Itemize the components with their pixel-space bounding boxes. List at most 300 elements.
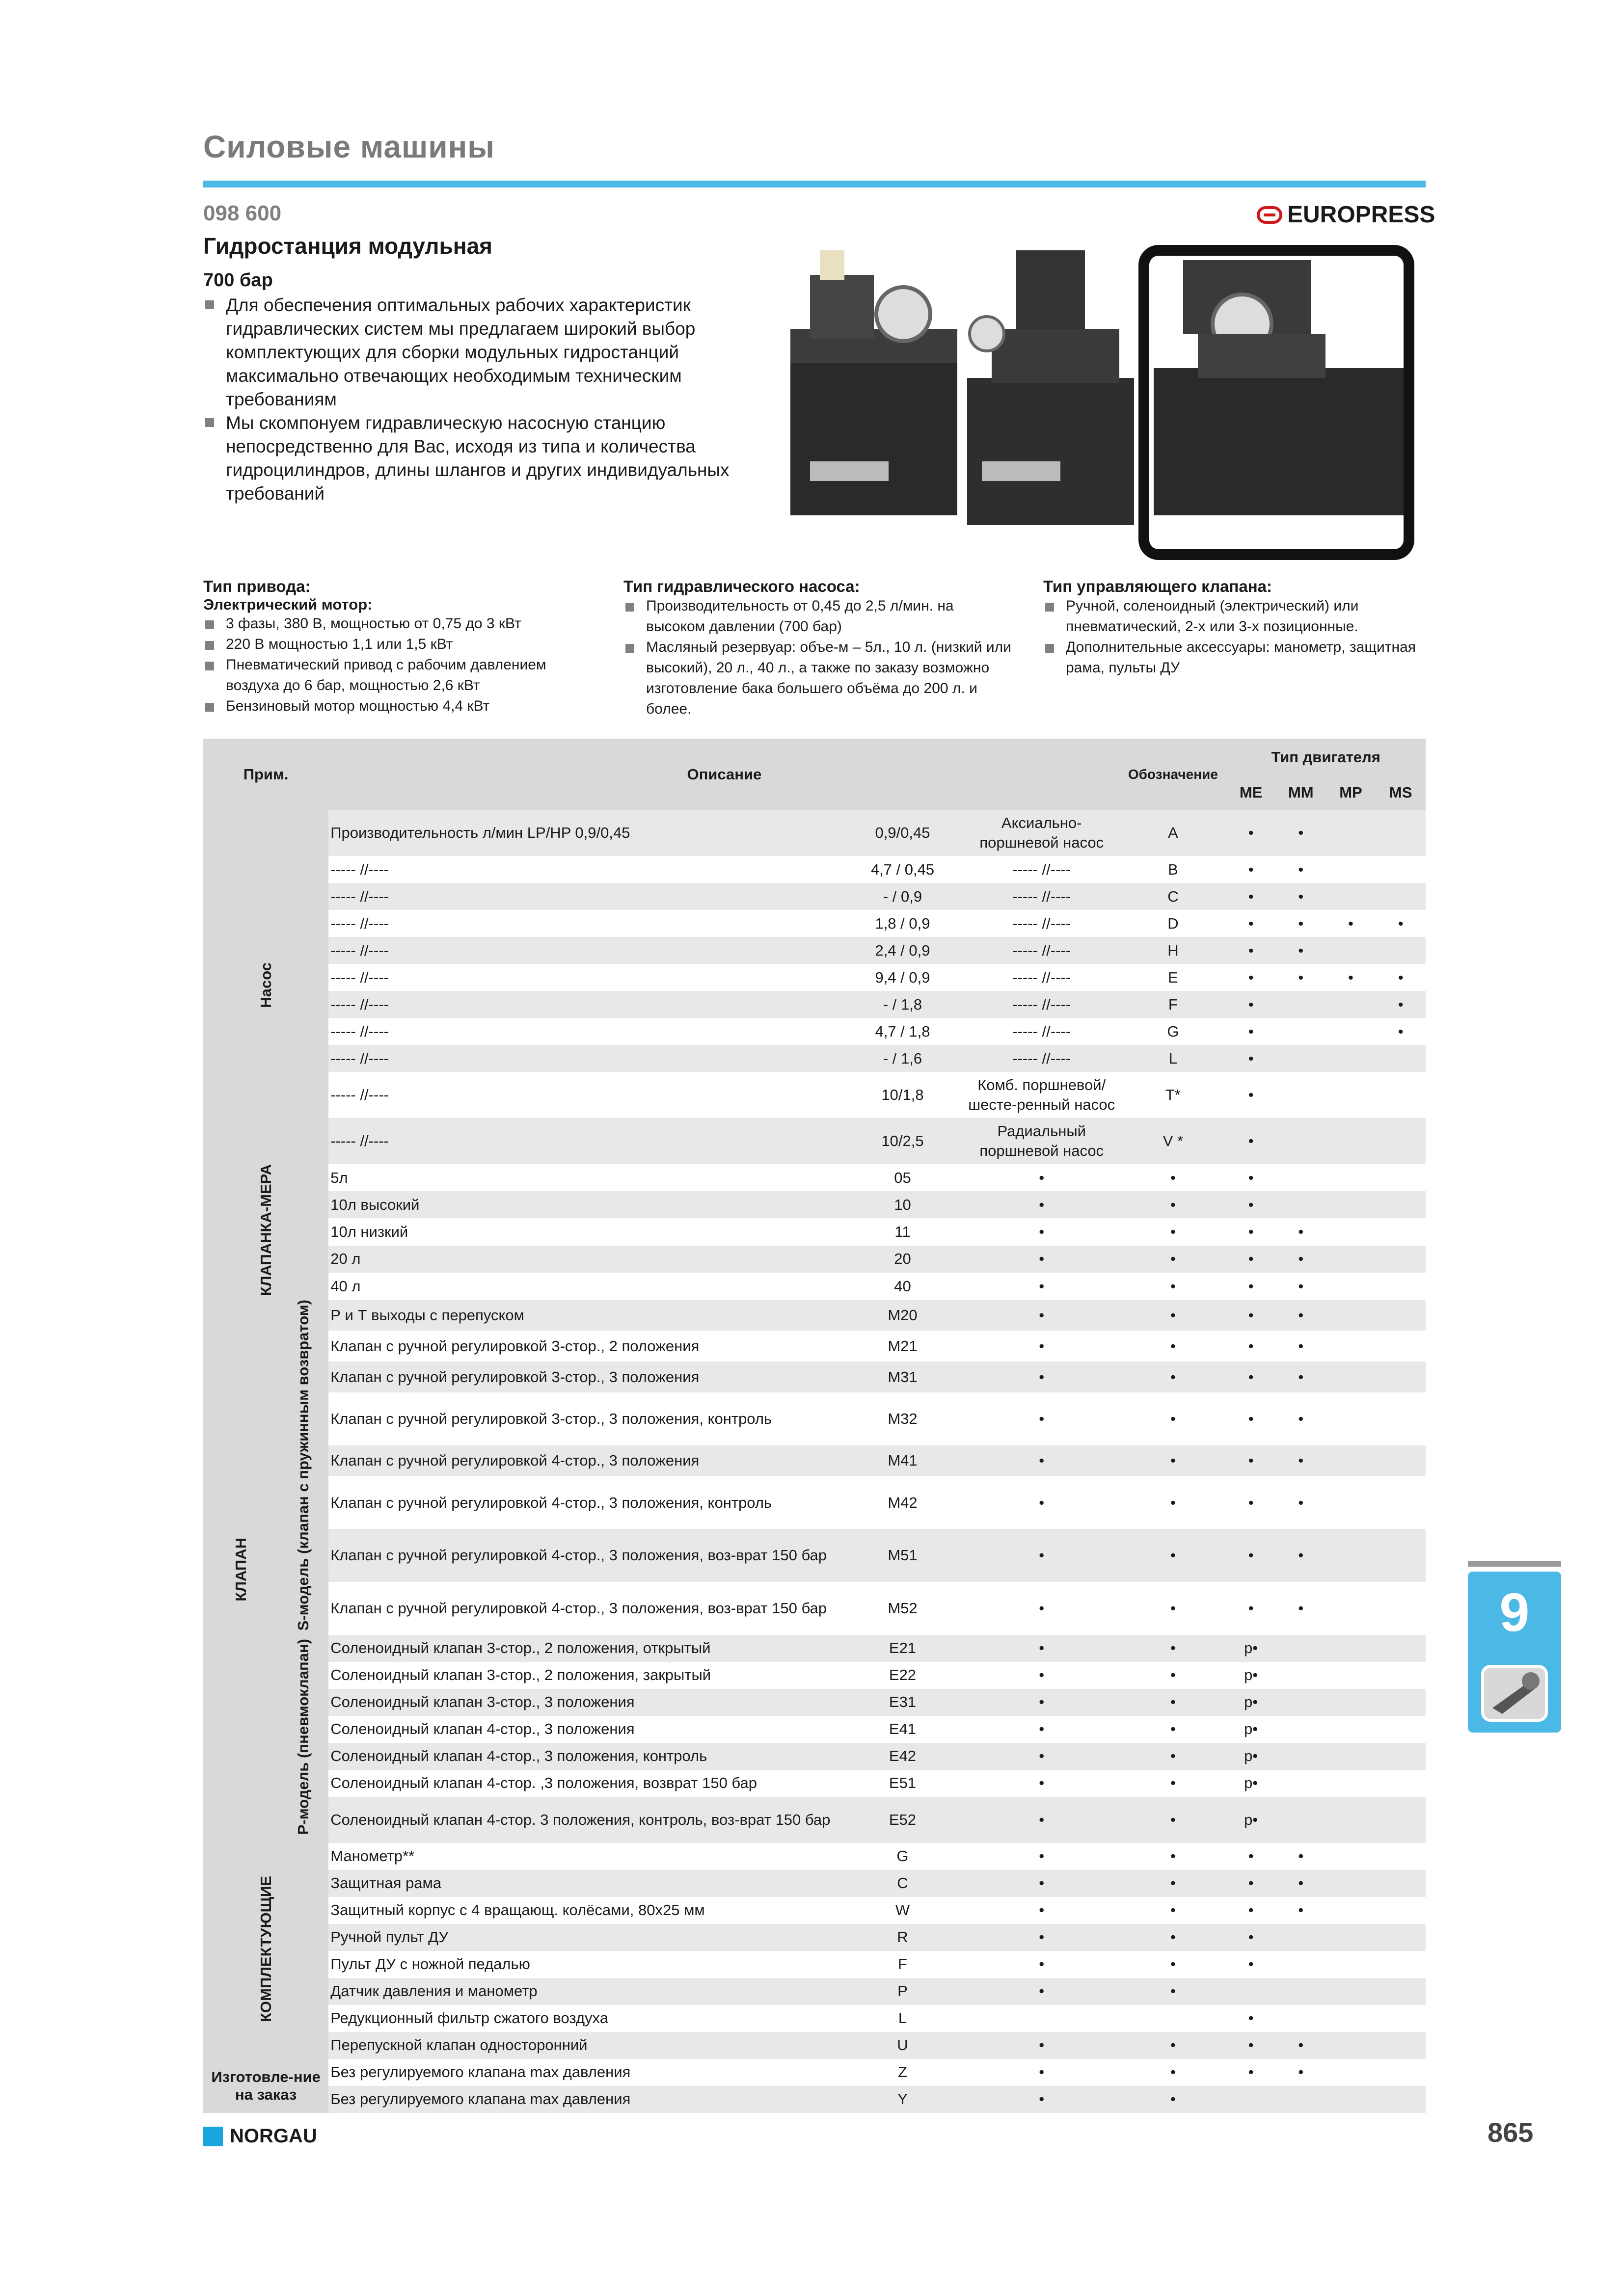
row-ms — [1376, 2032, 1426, 2059]
row-value: E42 — [842, 1743, 963, 1770]
row-mp — [1326, 1897, 1376, 1924]
row-value: M51 — [842, 1529, 963, 1582]
table-row — [203, 1870, 1426, 1897]
table-row — [203, 1045, 1426, 1072]
row-pump-type: • — [963, 1978, 1120, 2005]
row-me: • — [1248, 2063, 1254, 2081]
table-row — [203, 910, 1426, 937]
row-mm: • — [1276, 937, 1326, 964]
row-mp: • — [1348, 968, 1353, 986]
row-mm: • — [1298, 1410, 1304, 1427]
row-mm — [1276, 1978, 1326, 2005]
row-value: - / 0,9 — [842, 883, 963, 910]
row-me: p• — [1244, 1666, 1258, 1684]
row-mp — [1326, 1118, 1376, 1164]
row-value: M20 — [842, 1300, 963, 1331]
row-mp — [1326, 1978, 1376, 2005]
row-me: • — [1248, 1169, 1254, 1186]
row-mp — [1326, 1331, 1376, 1362]
row-value: 20 — [842, 1246, 963, 1273]
table-row — [203, 810, 1426, 856]
row-value: Z — [898, 2063, 907, 2081]
row-me: • — [1226, 1924, 1276, 1951]
row-mm — [1276, 1118, 1326, 1164]
row-description: Соленоидный клапан 4-стор., 3 положения — [330, 1720, 635, 1738]
row-description: Клапан с ручной регулировкой 4-стор., 3 положения — [328, 1445, 842, 1476]
row-ms — [1376, 1045, 1426, 1072]
row-mm — [1276, 1191, 1326, 1218]
intro-item: Для обеспечения оптимальных рабочих характеристик гидравлических систем мы предлагаем широкий выбор комплектующих для сборки модульных гидростанций максимально отвечающих необходимым техническим требованиям — [203, 294, 768, 411]
row-ms — [1376, 1843, 1426, 1870]
row-pump-type: • — [1039, 1599, 1045, 1617]
row-ms — [1376, 1582, 1426, 1635]
row-value: L — [898, 2009, 907, 2027]
row-designation: • — [1170, 1410, 1176, 1427]
row-ms — [1376, 1797, 1426, 1843]
footer-brand — [203, 2125, 317, 2147]
row-pump-type: • — [1039, 1410, 1045, 1427]
row-pump-type: • — [1039, 1337, 1045, 1355]
row-mm: • — [1298, 1277, 1304, 1295]
row-me: • — [1248, 1901, 1254, 1919]
row-description: Клапан с ручной регулировкой 3-стор., 3 положения — [328, 1362, 842, 1392]
row-ms: • — [1398, 1022, 1404, 1040]
row-ms — [1376, 1870, 1426, 1897]
row-ms — [1376, 1978, 1426, 2005]
row-pump-type: • — [963, 1924, 1120, 1951]
row-value: 10/2,5 — [842, 1118, 963, 1164]
row-me: • — [1226, 1362, 1276, 1392]
row-designation: • — [1120, 1246, 1226, 1273]
row-ms — [1376, 1743, 1426, 1770]
row-pump-type: • — [963, 1445, 1120, 1476]
row-ms: • — [1376, 991, 1426, 1018]
row-mp — [1326, 1870, 1376, 1897]
row-mp — [1326, 1476, 1376, 1529]
table-row — [203, 1662, 1426, 1689]
row-me: • — [1226, 810, 1276, 856]
table-row — [203, 1331, 1426, 1362]
drive-type-subtitle: Электрический мотор: — [203, 596, 373, 613]
drive-type-title: Тип привода: — [203, 577, 311, 595]
row-mm: • — [1276, 1362, 1326, 1392]
table-row — [203, 1300, 1426, 1331]
row-pump-type: • — [963, 1743, 1120, 1770]
row-designation: • — [1120, 1445, 1226, 1476]
row-value: E21 — [842, 1635, 963, 1662]
row-mm: • — [1276, 1300, 1326, 1331]
row-mm — [1276, 1662, 1326, 1689]
row-me: • — [1248, 968, 1254, 986]
row-mp — [1326, 1191, 1376, 1218]
row-pump-type: • — [963, 1635, 1120, 1662]
row-value: 2,4 / 0,9 — [842, 937, 963, 964]
row-description: ----- //---- — [328, 937, 842, 964]
row-designation: H — [1120, 937, 1226, 964]
row-me: • — [1248, 1847, 1254, 1865]
row-mm: • — [1276, 810, 1326, 856]
row-me: • — [1248, 1086, 1254, 1103]
row-description: 20 л — [328, 1246, 842, 1273]
row-value: 4,7 / 0,45 — [870, 860, 935, 878]
row-value: M31 — [842, 1362, 963, 1392]
row-mm — [1276, 1072, 1326, 1118]
intro-item: Мы скомпонуем гидравлическую насосную станцию непосредственно для Вас, исходя из типа и количества гидроцилиндров, длины шлангов и других индивидуальных требований — [203, 411, 768, 506]
row-designation: G — [1167, 1022, 1179, 1040]
section-title: Силовые машины — [203, 129, 495, 164]
row-mp — [1326, 1018, 1376, 1045]
row-description: Без регулируемого клапана max давления — [328, 2086, 842, 2113]
row-pump-type: ----- //---- — [963, 1045, 1120, 1072]
row-ms — [1376, 1689, 1426, 1716]
row-description: Р и Т выходы с перепуском — [328, 1300, 842, 1331]
product-photo — [781, 231, 1429, 574]
row-pump-type: ----- //---- — [963, 937, 1120, 964]
col-designation: Обозначение — [1120, 739, 1226, 810]
row-value: E41 — [889, 1720, 917, 1738]
row-value: M41 — [842, 1445, 963, 1476]
table-row — [203, 883, 1426, 910]
row-mm — [1276, 1689, 1326, 1716]
row-ms — [1376, 1445, 1426, 1476]
row-mm: • — [1298, 1847, 1304, 1865]
row-description: 10л высокий — [328, 1191, 842, 1218]
row-mm: • — [1276, 1870, 1326, 1897]
drive-type-item: Пневматический привод с рабочим давлением воздуха до 6 бар, мощностью 2,6 кВт — [203, 655, 596, 696]
pump-unit-left — [790, 250, 957, 515]
pump-type-item: Масляный резервуар: объе-м – 5л., 10 л. (низкий или высокий), 20 л., 40 л., а также по заказу возможно изготовление бака большего объёма до 200 л. и более. — [623, 637, 1016, 720]
row-ms — [1376, 1300, 1426, 1331]
row-ms: • — [1398, 968, 1404, 986]
col-engine-type: Тип двигателя — [1226, 739, 1426, 775]
row-mm: • — [1276, 1529, 1326, 1582]
row-me: • — [1226, 1118, 1276, 1164]
row-value: F — [898, 1955, 907, 1973]
row-pump-type: • — [963, 1870, 1120, 1897]
row-me: • — [1248, 1337, 1254, 1355]
table-row — [203, 2005, 1426, 2032]
row-mp — [1326, 856, 1376, 883]
row-description: 10л низкий — [330, 1223, 408, 1241]
row-pump-type: ----- //---- — [1012, 968, 1071, 986]
row-description: Защитная рама — [328, 1870, 842, 1897]
row-mm — [1276, 1164, 1326, 1191]
europress-logo-icon — [1257, 206, 1282, 224]
row-ms — [1376, 856, 1426, 883]
row-mm: • — [1298, 1901, 1304, 1919]
row-designation: T* — [1165, 1086, 1181, 1103]
table-row — [203, 2086, 1426, 2113]
row-me — [1226, 1978, 1276, 2005]
row-designation: D — [1167, 914, 1179, 932]
row-value: 10 — [842, 1191, 963, 1218]
row-description: Клапан с ручной регулировкой 3-стор., 2 положения — [330, 1337, 700, 1355]
row-description: Перепускной клапан односторонний — [328, 2032, 842, 2059]
table-row — [203, 1716, 1426, 1743]
row-value: 4,7 / 1,8 — [875, 1022, 930, 1040]
row-pump-type: Комб. поршневой/ шесте-ренный насос — [968, 1076, 1115, 1113]
row-designation: • — [1170, 1774, 1176, 1792]
row-value: P — [842, 1978, 963, 2005]
row-value: 9,4 / 0,9 — [875, 968, 930, 986]
row-designation: • — [1120, 2086, 1226, 2113]
table-row — [203, 2032, 1426, 2059]
pump-type-item: Производительность от 0,45 до 2,5 л/мин. на высоком давлении (700 бар) — [623, 596, 1016, 637]
row-pump-type: • — [963, 1689, 1120, 1716]
group-pump-label: Насос — [257, 962, 274, 1008]
row-value: R — [842, 1924, 963, 1951]
row-value: E22 — [889, 1666, 917, 1684]
row-ms — [1376, 1118, 1426, 1164]
row-designation: • — [1170, 1599, 1176, 1617]
row-mm — [1276, 1018, 1326, 1045]
group-s-model-label: S-модель (клапан с пружинным возвратом) — [295, 1300, 312, 1631]
table-row — [203, 964, 1426, 991]
row-mm: • — [1298, 1337, 1304, 1355]
row-value: - / 1,6 — [842, 1045, 963, 1072]
row-designation: • — [1120, 1924, 1226, 1951]
row-designation: • — [1120, 1362, 1226, 1392]
row-pump-type: • — [963, 2086, 1120, 2113]
row-description: Пульт ДУ с ножной педалью — [330, 1955, 530, 1973]
row-designation: • — [1120, 1300, 1226, 1331]
row-mm — [1276, 2005, 1326, 2032]
row-mm: • — [1298, 1599, 1304, 1617]
group-accessories — [203, 1843, 328, 2059]
row-designation: F — [1120, 991, 1226, 1018]
row-description: Соленоидный клапан 4-стор., 3 положения, контроль — [328, 1743, 842, 1770]
row-mm — [1276, 1924, 1326, 1951]
row-description: Ручной пульт ДУ — [328, 1924, 842, 1951]
row-value: U — [842, 2032, 963, 2059]
row-mm: • — [1298, 1223, 1304, 1241]
row-me: • — [1226, 1870, 1276, 1897]
row-description: Манометр** — [330, 1847, 415, 1865]
row-me: p• — [1244, 1720, 1258, 1738]
row-ms — [1376, 810, 1426, 856]
drive-type-item: 3 фазы, 380 В, мощностью от 0,75 до 3 кВт — [203, 614, 596, 634]
row-description: 5л — [330, 1169, 348, 1186]
row-pump-type: • — [1039, 1666, 1045, 1684]
row-me: • — [1226, 937, 1276, 964]
pump-type-list — [623, 596, 1016, 720]
row-me: • — [1248, 1223, 1254, 1241]
row-pump-type: • — [963, 1300, 1120, 1331]
row-ms — [1376, 1072, 1426, 1118]
row-ms — [1376, 1635, 1426, 1662]
group-tank — [203, 1164, 328, 1300]
row-designation: • — [1120, 1870, 1226, 1897]
row-mm — [1276, 1716, 1326, 1743]
group-accessories-label: КОМПЛЕКТУЮЩИЕ — [257, 1875, 274, 2022]
row-value: E52 — [842, 1797, 963, 1843]
col-mp: MP — [1326, 775, 1376, 810]
table-row — [203, 1529, 1426, 1582]
row-ms — [1376, 1164, 1426, 1191]
row-description: Датчик давления и манометр — [328, 1978, 842, 2005]
row-description: Соленоидный клапан 3-стор., 2 положения, открытый — [328, 1635, 842, 1662]
brand-logo — [1257, 201, 1435, 228]
row-ms — [1376, 1476, 1426, 1529]
row-designation: C — [1120, 883, 1226, 910]
row-pump-type: • — [1039, 2063, 1045, 2081]
row-ms — [1376, 883, 1426, 910]
row-pump-type: • — [963, 1362, 1120, 1392]
footer-brand-name: NORGAU — [230, 2125, 317, 2147]
row-ms — [1376, 1924, 1426, 1951]
row-ms — [1376, 2086, 1426, 2113]
row-pump-type: ----- //---- — [963, 991, 1120, 1018]
row-ms — [1376, 1331, 1426, 1362]
row-mp — [1326, 883, 1376, 910]
row-pump-type: • — [1039, 1169, 1045, 1186]
row-mm: • — [1298, 1494, 1304, 1511]
row-me: • — [1226, 1300, 1276, 1331]
pump-unit-middle — [967, 250, 1134, 525]
row-description: ----- //---- — [328, 1045, 842, 1072]
group-s-model — [279, 1300, 329, 1634]
table-row — [203, 1164, 1426, 1191]
product-title: Гидростанция модульная — [203, 233, 493, 259]
table-row — [203, 1191, 1426, 1218]
row-ms — [1376, 1246, 1426, 1273]
row-mp — [1326, 2005, 1376, 2032]
row-value: 40 — [894, 1277, 911, 1295]
row-description: Производительность л/мин LP/HP 0,9/0,45 — [328, 810, 842, 856]
row-description: ----- //---- — [330, 860, 389, 878]
spec-table — [203, 739, 1426, 2113]
row-mm — [1276, 1045, 1326, 1072]
row-mp — [1326, 1273, 1376, 1300]
row-me: • — [1248, 860, 1254, 878]
col-mm: MM — [1276, 775, 1326, 810]
row-ms — [1376, 1362, 1426, 1392]
row-pump-type: • — [1039, 1847, 1045, 1865]
table-row — [203, 1770, 1426, 1797]
row-description: ----- //---- — [328, 883, 842, 910]
table-row — [203, 1689, 1426, 1716]
row-designation: • — [1120, 1743, 1226, 1770]
row-description: ----- //---- — [328, 991, 842, 1018]
row-pump-type: • — [963, 1529, 1120, 1582]
row-me: • — [1248, 1599, 1254, 1617]
row-pump-type: • — [1039, 1223, 1045, 1241]
row-designation: • — [1120, 1797, 1226, 1843]
row-designation: B — [1168, 860, 1178, 878]
row-me: • — [1226, 2032, 1276, 2059]
row-ms — [1376, 1273, 1426, 1300]
row-pump-type: • — [1039, 1901, 1045, 1919]
row-mp — [1326, 1924, 1376, 1951]
col-description: Описание — [328, 739, 1120, 810]
row-ms — [1376, 1218, 1426, 1245]
row-pump-type: ----- //---- — [1012, 914, 1071, 932]
row-pump-type: • — [963, 1797, 1120, 1843]
table-row — [203, 1897, 1426, 1924]
row-pump-type: • — [963, 1191, 1120, 1218]
row-me: p• — [1244, 1774, 1258, 1792]
row-me: p• — [1226, 1743, 1276, 1770]
row-pump-type: • — [1039, 1720, 1045, 1738]
row-me: • — [1248, 1277, 1254, 1295]
row-designation: • — [1170, 1169, 1176, 1186]
row-mp — [1326, 1635, 1376, 1662]
row-mm: • — [1298, 968, 1304, 986]
row-pump-type — [963, 2005, 1120, 2032]
row-me: p• — [1226, 1689, 1276, 1716]
row-mm: • — [1276, 883, 1326, 910]
row-designation: • — [1170, 1955, 1176, 1973]
row-description: Защитный корпус с 4 вращающ. колёсами, 80х25 мм — [330, 1901, 705, 1919]
row-value: C — [842, 1870, 963, 1897]
row-value: 0,9/0,45 — [842, 810, 963, 856]
row-description: ----- //---- — [330, 968, 389, 986]
valve-type-column — [1043, 577, 1426, 678]
row-me: • — [1248, 1410, 1254, 1427]
row-mm: • — [1298, 914, 1304, 932]
row-ms — [1376, 1392, 1426, 1445]
row-mm — [1276, 1635, 1326, 1662]
row-designation: E — [1168, 968, 1178, 986]
group-valve — [203, 1300, 279, 1842]
table-row — [203, 2059, 1426, 2086]
row-me — [1226, 2086, 1276, 2113]
row-value: W — [895, 1901, 910, 1919]
row-designation: • — [1120, 1689, 1226, 1716]
table-row — [203, 1273, 1426, 1300]
row-description: Соленоидный клапан 4-стор. 3 положения, контроль, воз-врат 150 бар — [328, 1797, 842, 1843]
table-row — [203, 1951, 1426, 1978]
group-tank-label: КЛАПАНКА-МЕРА — [257, 1164, 274, 1296]
row-value: M42 — [888, 1494, 918, 1511]
group-pump — [203, 810, 328, 1164]
row-ms — [1376, 1770, 1426, 1797]
table-row — [203, 1392, 1426, 1445]
row-description: ----- //---- — [330, 914, 389, 932]
row-value: E51 — [889, 1774, 917, 1792]
row-mp — [1326, 1218, 1376, 1245]
row-pump-type: ----- //---- — [1012, 860, 1071, 878]
pressure-rating: 700 бар — [203, 270, 273, 291]
row-mp — [1326, 1743, 1376, 1770]
row-me: p• — [1226, 1797, 1276, 1843]
row-designation: • — [1170, 1901, 1176, 1919]
row-mp — [1326, 1072, 1376, 1118]
row-mp — [1326, 1770, 1376, 1797]
row-designation: A — [1120, 810, 1226, 856]
table-row — [203, 1476, 1426, 1529]
row-value: - / 1,8 — [842, 991, 963, 1018]
pump-unit-right — [1144, 250, 1409, 555]
table-row — [203, 1743, 1426, 1770]
table-row — [203, 1582, 1426, 1635]
header-rule — [203, 181, 1426, 187]
page-number: 865 — [1488, 2117, 1534, 2148]
row-ms — [1376, 937, 1426, 964]
row-value: M32 — [888, 1410, 918, 1427]
row-mm — [1276, 1770, 1326, 1797]
row-description: Клапан с ручной регулировкой 4-стор., 3 положения, воз-врат 150 бар — [328, 1529, 842, 1582]
product-code: 098 600 — [203, 201, 282, 225]
valve-type-item: Ручной, соленоидный (электрический) или пневматический, 2-х или 3-х позиционные. — [1043, 596, 1426, 637]
drive-type-item: 220 В мощностью 1,1 или 1,5 кВт — [203, 634, 596, 655]
table-row — [203, 1218, 1426, 1245]
row-mp — [1326, 1797, 1376, 1843]
row-pump-type: ----- //---- — [1012, 1022, 1071, 1040]
row-value: 1,8 / 0,9 — [875, 914, 930, 932]
row-designation: • — [1170, 1847, 1176, 1865]
row-me: • — [1226, 1529, 1276, 1582]
